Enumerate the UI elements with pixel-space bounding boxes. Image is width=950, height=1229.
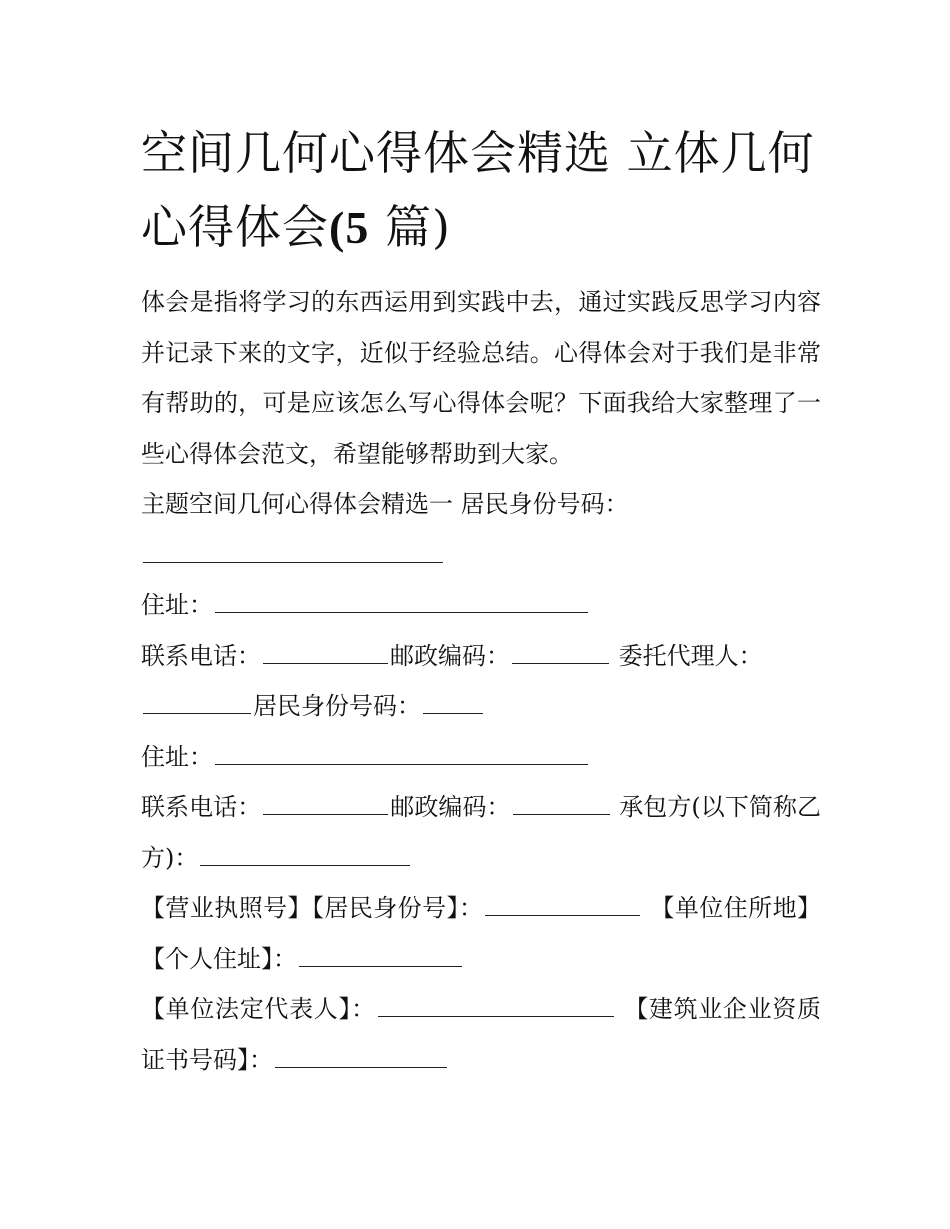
- license-label: 【营业执照号】【居民身份号】：: [141, 894, 484, 922]
- postcode-label: 邮政编码：: [390, 641, 510, 670]
- address-blank[interactable]: [215, 588, 588, 613]
- representative-label: 【单位法定代表人】：: [141, 995, 376, 1023]
- agent-blank[interactable]: [143, 689, 251, 714]
- address-label: 住址：: [141, 591, 213, 619]
- agent-contact-line: [141, 782, 821, 883]
- party-a-contact-line: [141, 631, 821, 732]
- title-text: 空间几何心得体会精选 立体几何心得体会: [141, 126, 815, 254]
- agent-id-label: 居民身份号码：: [253, 692, 421, 720]
- document-body: [141, 277, 821, 1085]
- unit-address-label: 【单位住所地】【个人住址】：: [141, 894, 821, 973]
- license-blank[interactable]: [485, 891, 640, 916]
- document-title: [141, 116, 821, 265]
- agent-id-blank[interactable]: [423, 689, 483, 714]
- agent-postcode-label: 邮政编码：: [390, 793, 511, 821]
- party-a-id-line: [141, 479, 821, 580]
- representative-line: [141, 984, 821, 1085]
- representative-blank[interactable]: [378, 992, 614, 1017]
- tel-label: 联系电话：: [141, 641, 261, 670]
- contractor-label: 承包方(以下简称乙方)：: [141, 793, 822, 872]
- tel-blank[interactable]: [263, 639, 388, 664]
- contractor-blank[interactable]: [200, 841, 410, 866]
- title-tail: 篇): [384, 200, 451, 254]
- intro-paragraph: 体会是指将学习的东西运用到实践中去，通过实践反思学习内容并记录下来的文字，近似于经验总结。心得体会对于我们是非常有帮助的，可是应该怎么写心得体会呢？下面我给大家整理了一些心得体会范文，希望能够帮助到大家。: [141, 288, 821, 468]
- postcode-blank[interactable]: [512, 639, 609, 664]
- license-line: [141, 883, 821, 984]
- title-number: (5: [329, 202, 370, 253]
- agent-address-label: 住址：: [141, 742, 213, 771]
- id-number-blank[interactable]: [143, 538, 443, 563]
- party-a-address-line: [141, 580, 821, 631]
- agent-address-line: [141, 732, 821, 783]
- agent-address-blank[interactable]: [215, 740, 588, 765]
- agent-postcode-blank[interactable]: [513, 790, 610, 815]
- agent-tel-label: 联系电话：: [141, 793, 262, 821]
- unit-address-blank[interactable]: [299, 942, 462, 967]
- certificate-blank[interactable]: [275, 1043, 447, 1068]
- topic-id-label: 主题空间几何心得体会精选一 居民身份号码：: [141, 490, 629, 518]
- agent-tel-blank[interactable]: [263, 790, 388, 815]
- agent-label: 委托代理人：: [611, 641, 763, 670]
- certificate-label: 【建筑业企业资质证书号码】：: [141, 995, 821, 1074]
